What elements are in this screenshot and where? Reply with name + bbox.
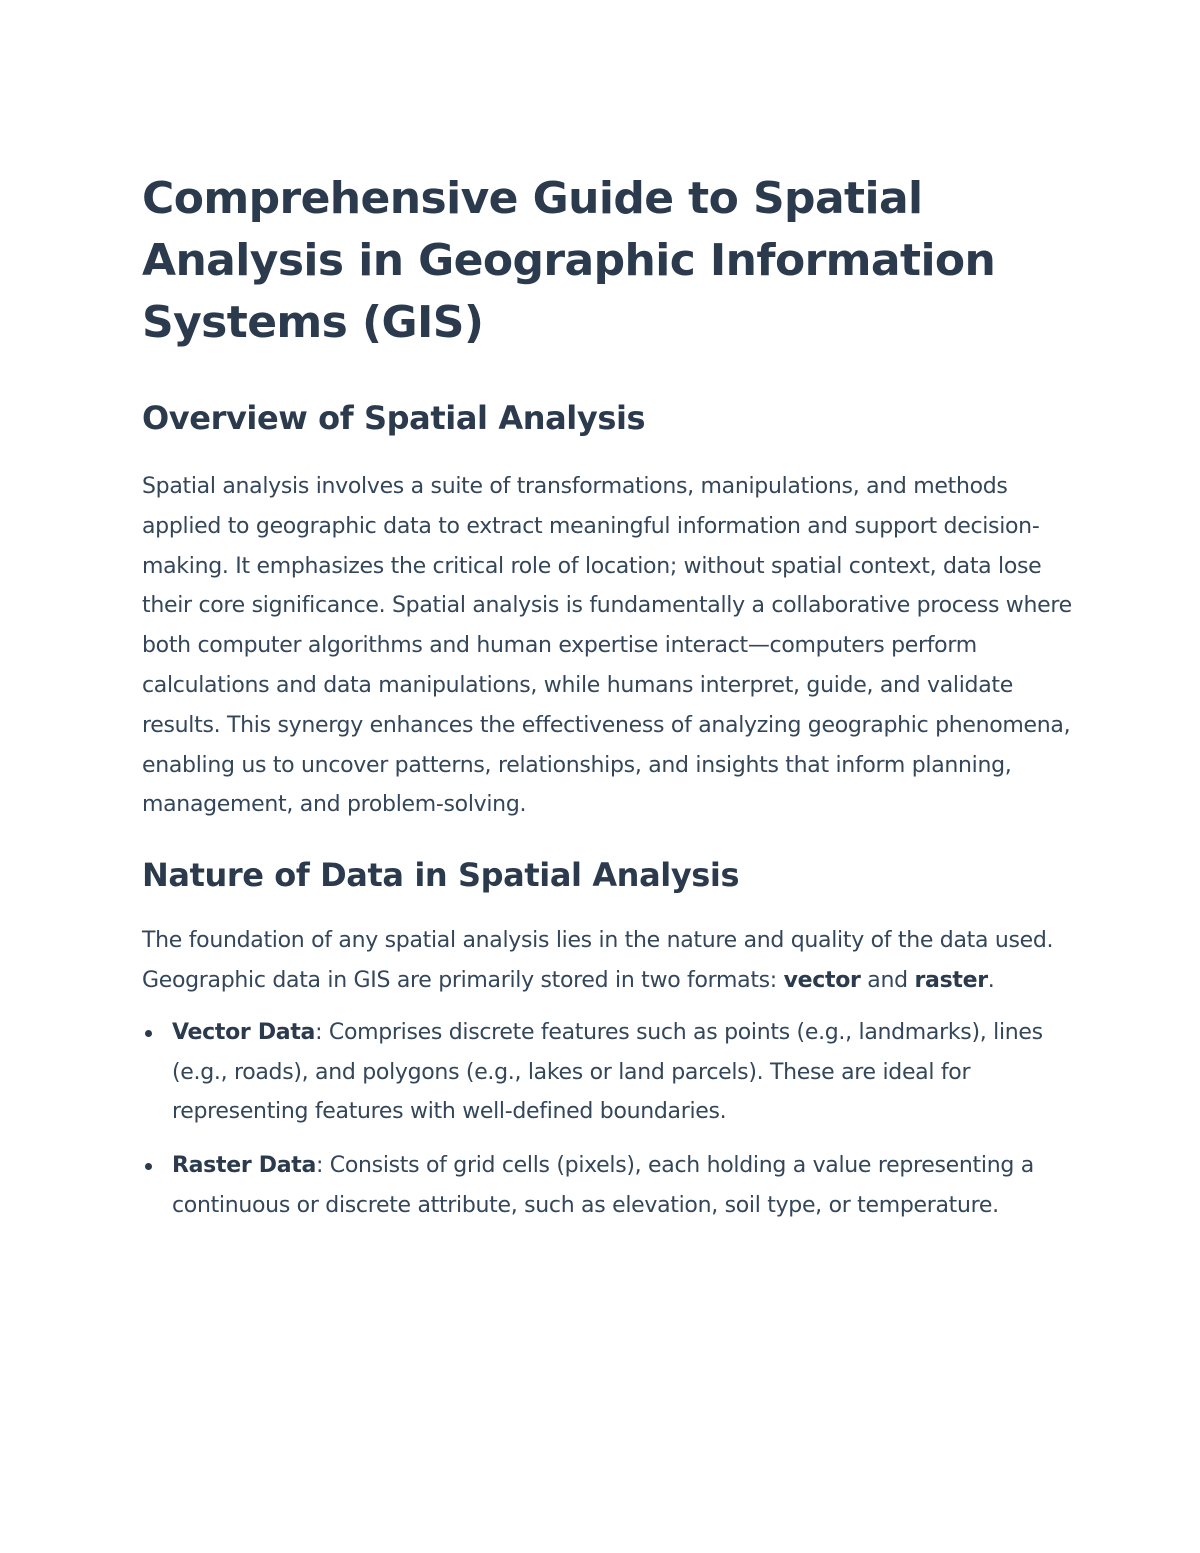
- list-item-term: Raster Data: [172, 1153, 316, 1179]
- list-item: [142, 1146, 1082, 1226]
- document-page: [142, 168, 1082, 1240]
- vector-term: vector: [783, 967, 861, 993]
- nature-intro-text: The foundation of any spatial analysis lies in the nature and quality of the data used. Geographic data in GIS are primarily stored in two formats:: [142, 928, 1054, 993]
- bullet-icon: [145, 1030, 152, 1037]
- bullet-icon: [145, 1163, 152, 1170]
- list-item: [142, 1013, 1082, 1132]
- document-title: Comprehensive Guide to Spatial Analysis in Geographic Information Systems (GIS): [142, 173, 996, 348]
- nature-heading: Nature of Data in Spatial Analysis: [142, 856, 740, 895]
- overview-heading: Overview of Spatial Analysis: [142, 399, 646, 437]
- list-item-text: : Comprises discrete features such as points (e.g., landmarks), lines (e.g., roads), and polygons (e.g., lakes or land parcels). These are ideal for representing features with well-defined boundaries.: [172, 1019, 1043, 1125]
- nature-intro-paragraph: [142, 921, 1082, 1001]
- overview-paragraph: Spatial analysis involves a suite of transformations, manipulations, and methods applied to geographic data to extract meaningful information and support decision-making. It emphasizes the critical role of location; without spatial context, data lose their core significance. Spatial analysis is fundamentally a collaborative process where both computer algorithms and human expertise interact—computers perform calculations and data manipulations, while humans interpret, guide, and validate results. This synergy enhances the effectiveness of analyzing geographic phenomena, enabling us to uncover patterns, relationships, and insights that inform planning, management, and problem-solving.: [142, 474, 1072, 818]
- list-item-term: Vector Data: [172, 1019, 316, 1045]
- nature-intro-and: and: [860, 967, 915, 993]
- nature-intro-end: .: [987, 967, 995, 993]
- list-item-text: : Consists of grid cells (pixels), each holding a value representing a continuous or discrete attribute, such as elevation, soil type, or temperature.: [172, 1153, 1034, 1218]
- data-type-list: [142, 1013, 1082, 1226]
- raster-term: raster: [914, 967, 988, 993]
